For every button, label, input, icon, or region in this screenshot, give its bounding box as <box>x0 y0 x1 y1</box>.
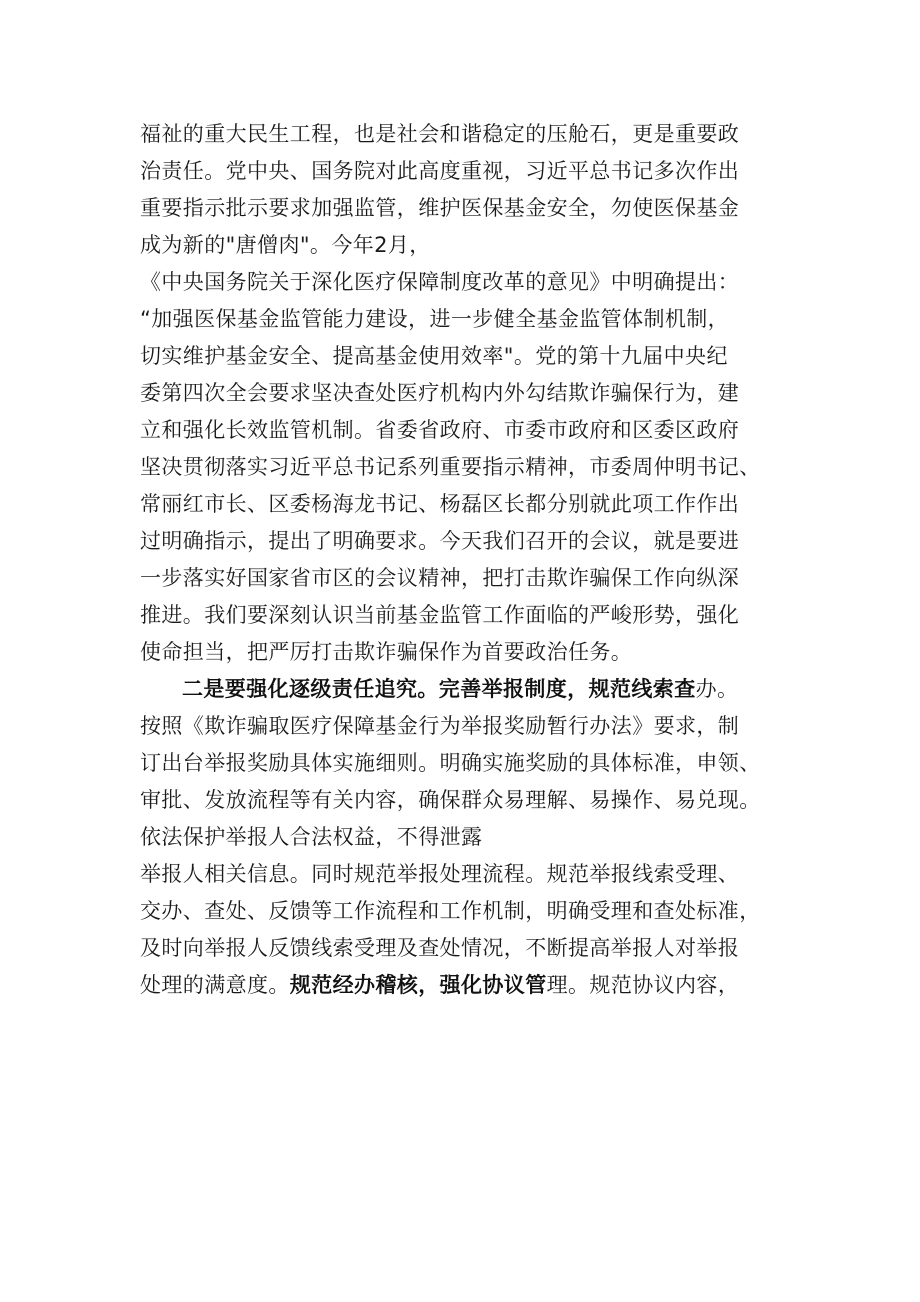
line-lead-text: 处理的满意度。 <box>140 973 290 997</box>
mixed-text-line <box>140 967 800 1004</box>
text-line: 订出台举报奖励具体实施细则。明确实施奖励的具体标准，申领、 <box>140 751 761 775</box>
text-line: 坚决贯彻落实习近平总书记系列重要指示精神，市委周仲明书记、 <box>140 455 761 479</box>
text-line: “加强医保基金监管能力建设，进一步健全基金监管体制机制， <box>140 307 730 331</box>
subsection-heading: 规范经办稽核，强化协议管 <box>289 973 547 997</box>
text-line: 治责任。党中央、国务院对此高度重视，习近平总书记多次作出 <box>140 159 740 183</box>
paragraph-heading-line <box>140 671 800 708</box>
text-line: 重要指示批示要求加强监管，维护医保基金安全，勿使医保基金 <box>140 196 740 220</box>
text-line: 常丽红市长、区委杨海龙书记、杨磊区长都分别就此项工作作出 <box>140 492 740 516</box>
text-line: 委第四次全会要求坚决查处医疗机构内外勾结欺诈骗保行为，建 <box>140 381 740 405</box>
text-line: 过明确指示，提出了明确要求。今天我们召开的会议，就是要进 <box>140 529 740 553</box>
text-line: 《中央国务院关于深化医疗保障制度改革的意见》中明确提出： <box>140 270 740 294</box>
document-body <box>140 116 800 1004</box>
text-line: 立和强化长效监管机制。省委省政府、市委市政府和区委区政府 <box>140 418 740 442</box>
text-line: 审批、发放流程等有关内容，确保群众易理解、易操作、易兑现。 <box>140 788 761 812</box>
text-line: 使命担当，把严厉打击欺诈骗保作为首要政治任务。 <box>140 640 633 664</box>
text-line: 依法保护举报人合法权益，不得泄露 <box>140 825 483 849</box>
section-heading: 二是要强化逐级责任追究。完善举报制度，规范线索查 <box>182 677 696 701</box>
heading-tail-text: 办。 <box>695 677 739 701</box>
text-line: 福祉的重大民生工程，也是社会和谐稳定的压舱石，更是重要政 <box>140 122 740 146</box>
text-line: 推进。我们要深刻认识当前基金监管工作面临的严峻形势，强化 <box>140 603 740 627</box>
text-line: 交办、查处、反馈等工作流程和工作机制，明确受理和查处标准， <box>140 899 761 923</box>
text-line: 切实维护基金安全、提高基金使用效率"。党的第十九届中央纪 <box>140 344 728 368</box>
text-line: 及时向举报人反馈线索受理及查处情况，不断提高举报人对举报 <box>140 936 740 960</box>
text-line: 一步落实好国家省市区的会议精神，把打击欺诈骗保工作向纵深 <box>140 566 740 590</box>
text-line: 按照《欺诈骗取医疗保障基金行为举报奖励暂行办法》要求，制 <box>140 714 740 738</box>
text-line: 举报人相关信息。同时规范举报处理流程。规范举报线索受理、 <box>140 862 740 886</box>
text-line: 成为新的"唐僧肉"。今年2月， <box>140 233 431 257</box>
line-tail-text: 理。规范协议内容， <box>546 973 740 997</box>
